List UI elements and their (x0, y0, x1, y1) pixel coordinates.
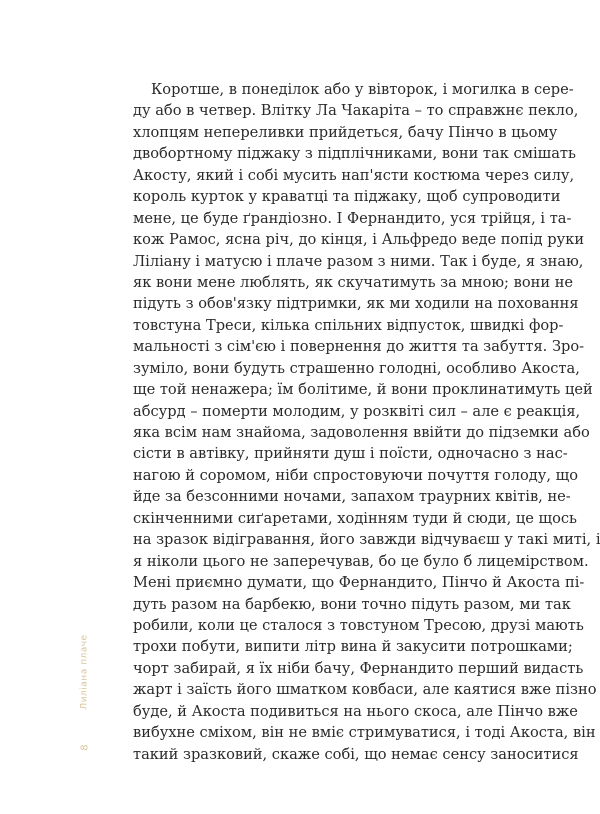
text-line: Мені приємно думати, що Фернандито, Пінчо й Акоста пі- (133, 574, 585, 592)
text-line: Ліліану і матусю і плаче разом з ними. Так і буде, я знаю, (133, 252, 584, 270)
body-text (133, 79, 600, 765)
text-line: сісти в автівку, прийняти душ і поїсти, одночасно з нас- (133, 445, 568, 463)
text-line: вибухне сміхом, він не вміє стримуватися, і тоді Акоста, він (133, 724, 596, 742)
text-line: Акосту, який і собі мусить нап'ясти костюма через силу, (133, 166, 575, 184)
page-number (77, 740, 93, 754)
text-line: дуть разом на барбекю, вони точно підуть разом, ми так (133, 595, 571, 613)
text-line: скінченними сиґаретами, ходінням туди й сюди, це щось (133, 509, 577, 527)
text-line: кож Рамос, ясна річ, до кінця, і Альфредо веде попід руки (133, 231, 585, 249)
running-head (77, 622, 93, 722)
text-line: такий зразковий, скаже собі, що немає сенсу заноситися (133, 745, 579, 763)
text-line: я ніколи цього не заперечував, бо це було б лицемірством. (133, 552, 589, 570)
page-number-text: 8 (79, 743, 91, 751)
text-line: як вони мене люблять, як скучатимуть за мною; вони не (133, 273, 574, 291)
text-line: мальності з сім'єю і повернення до життя та забуття. Зро- (133, 338, 585, 356)
text-line: нагою й соромом, ніби спростовуючи почуття голоду, що (133, 466, 578, 484)
text-line: підуть з обов'язку підтримки, як ми ходили на поховання (133, 295, 579, 313)
text-line: робили, коли це сталося з товстуном Тресою, друзі мають (133, 616, 584, 634)
text-line: зуміло, вони будуть страшенно голодні, особливо Акоста, (133, 359, 580, 377)
text-line: хлопцям непереливки прийдеться, бачу Пінчо в цьому (133, 123, 558, 141)
text-line: товстуна Треси, кілька спільних відпусток, швидкі фор- (133, 316, 564, 334)
running-head-text: Лиліана плаче (80, 634, 90, 710)
text-line: ду або в четвер. Влітку Ла Чакаріта – то справжнє пекло, (133, 102, 579, 120)
text-line: жарт і заїсть його шматком ковбаси, але каятися вже пізно (133, 681, 597, 699)
text-line: король курток у краватці та піджаку, щоб супроводити (133, 188, 561, 206)
text-line: трохи побути, випити літр вина й закусити потрошками; (133, 638, 573, 656)
text-line: йде за безсонними ночами, запахом траурних квітів, не- (133, 488, 571, 506)
text-line: Коротше, в понеділок або у вівторок, і могилка в сере- (151, 81, 574, 98)
text-line: мене, це буде ґрандіозно. І Фернандито, уся трійця, і та- (133, 209, 572, 227)
text-line: на зразок відігравання, його завжди відчуваєш у такі миті, і (133, 531, 600, 549)
text-line: ще той ненажера; їм болітиме, й вони проклинатимуть цей (133, 381, 593, 399)
text-line: яка всім нам знайома, задоволення ввійти до підземки або (133, 424, 590, 441)
text-line: двобортному піджаку з підплічниками, вони так смішать (133, 145, 576, 163)
text-line: буде, й Акоста подивиться на нього скоса, але Пінчо вже (133, 702, 578, 720)
text-line: абсурд – померти молодим, у розквіті сил – але є реакція, (133, 402, 581, 420)
text-line: чорт забирай, я їх ніби бачу, Фернандито перший видасть (133, 659, 584, 677)
